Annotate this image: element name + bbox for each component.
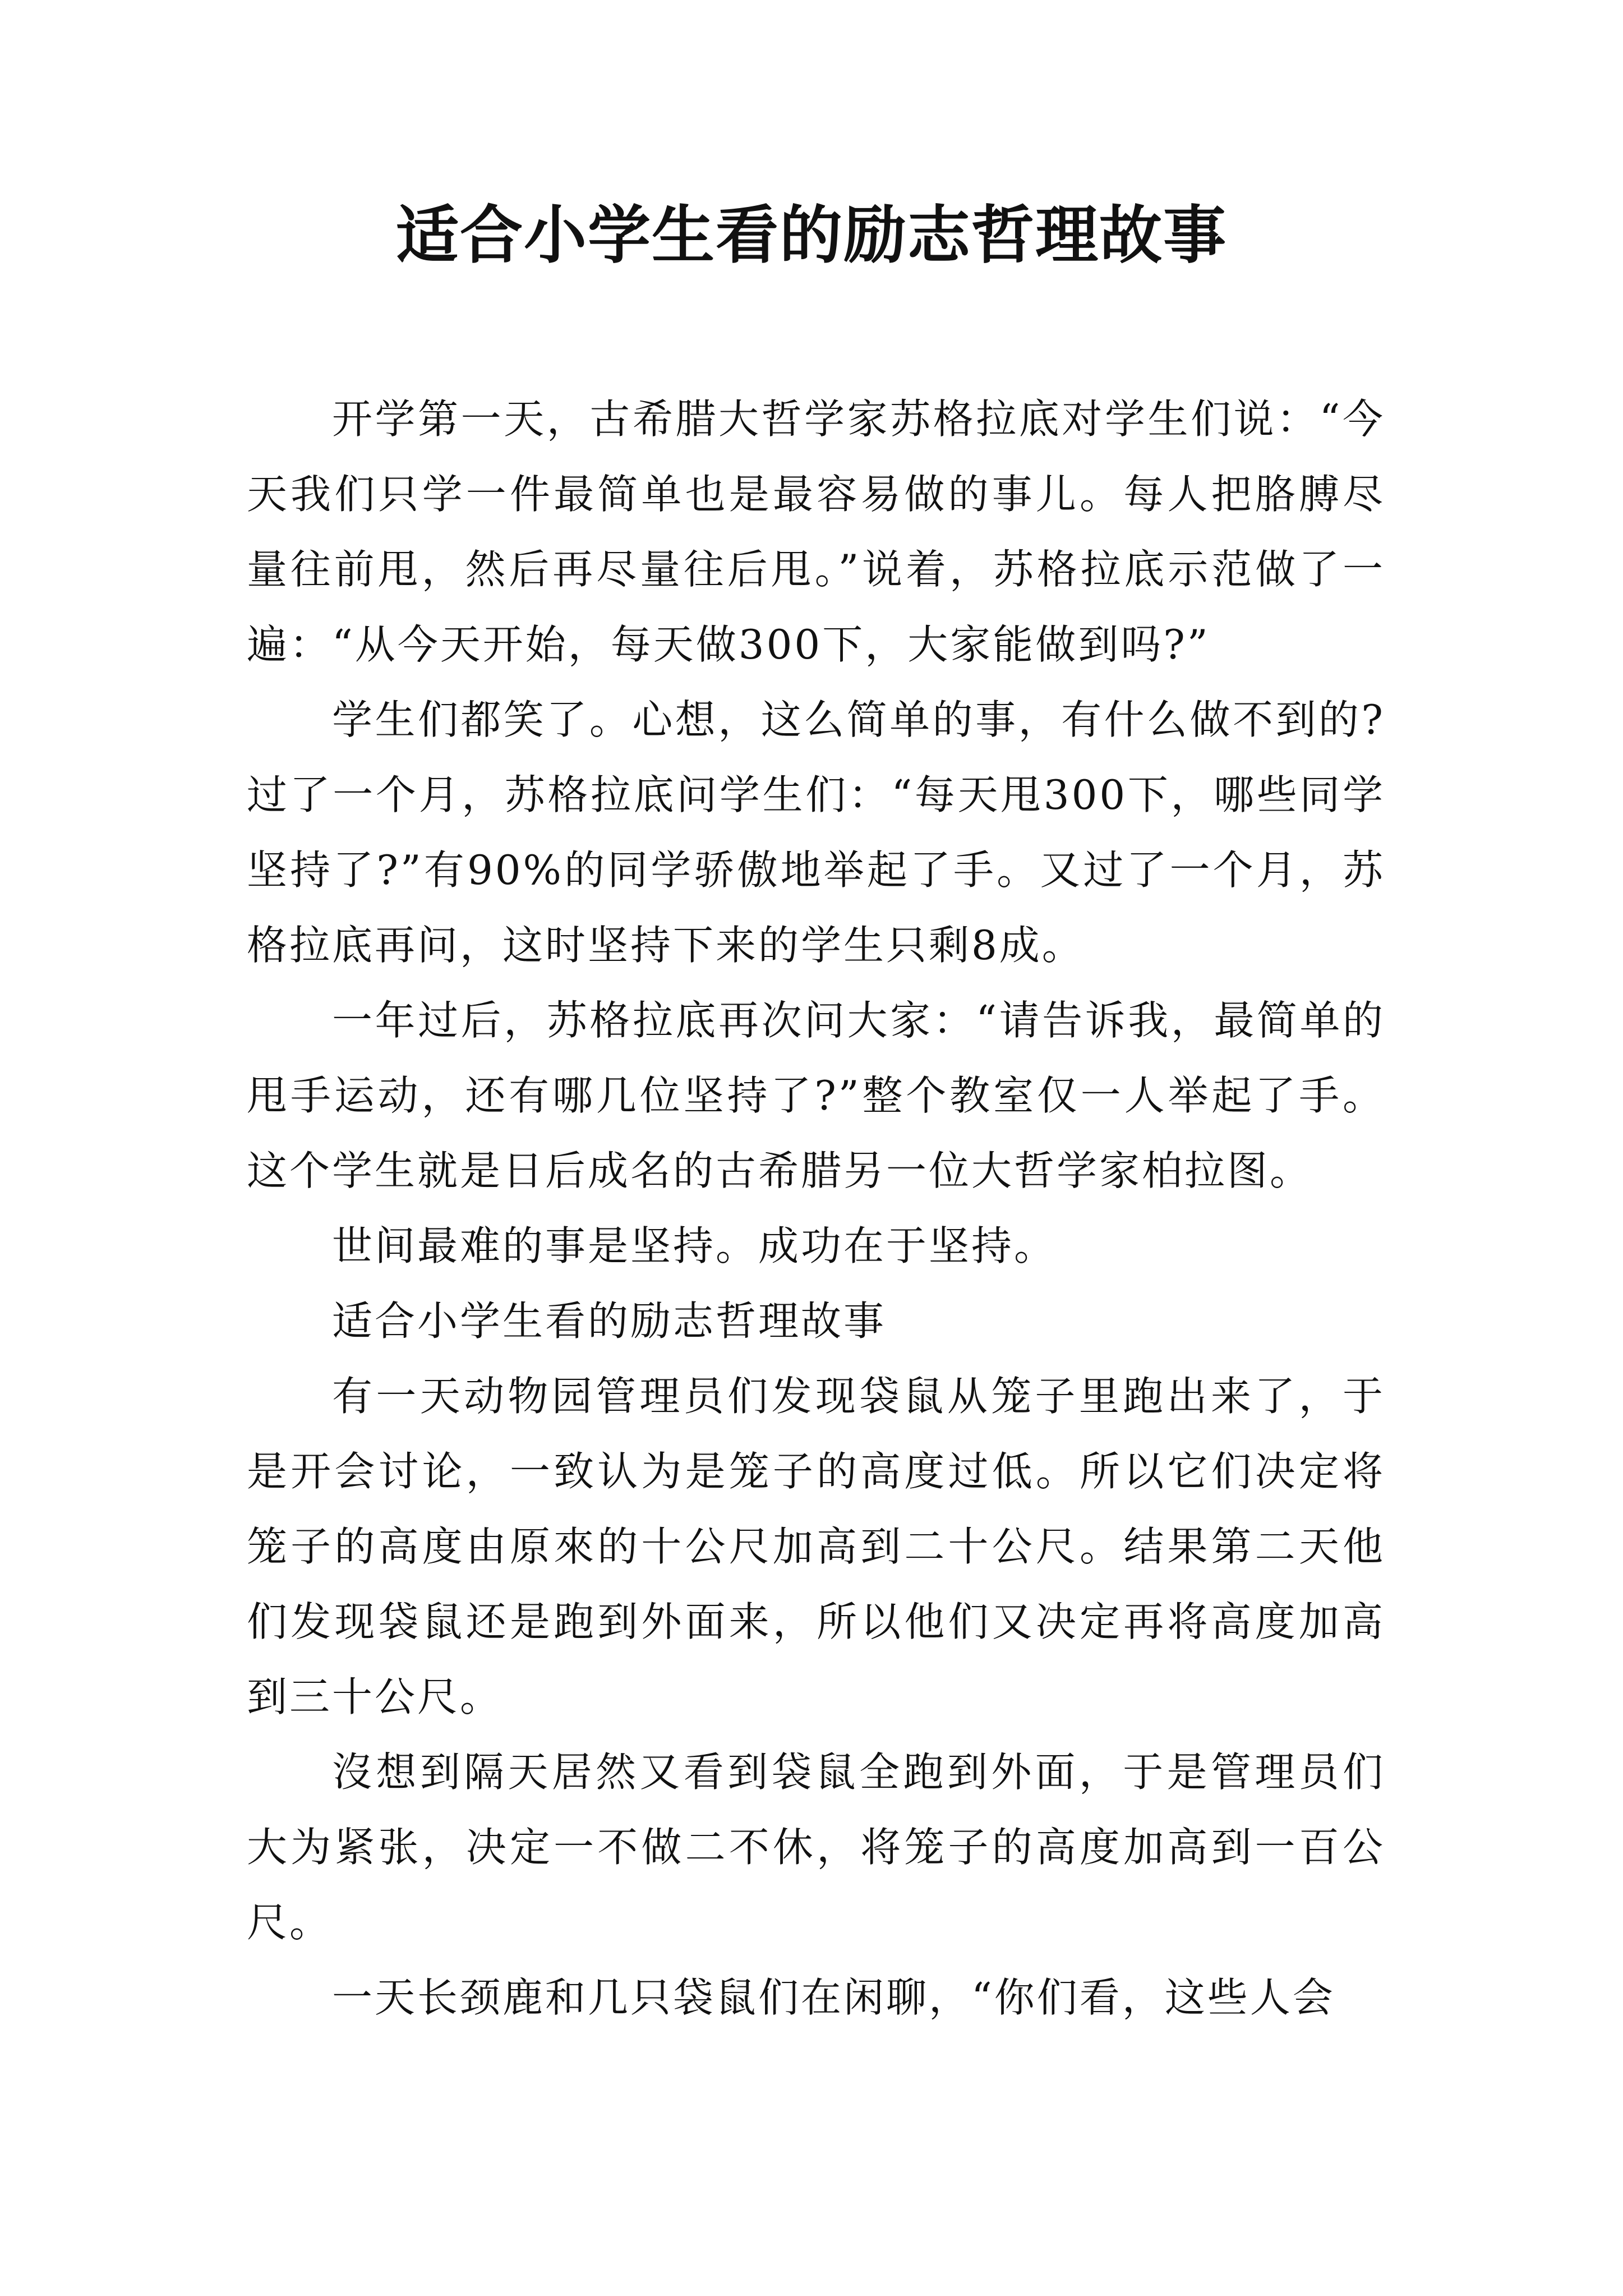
- paragraph: 开学第一天，古希腊大哲学家苏格拉底对学生们说：“今天我们只学一件最简单也是最容易做的事儿。每人把胳膊尽量往前甩，然后再尽量往后甩。”说着，苏格拉底示范做了一遍：“从今天开始，每天做300下，大家能做到吗?”: [247, 395, 1385, 668]
- section-heading: 适合小学生看的励志哲理故事: [332, 1297, 887, 1345]
- paragraph: 学生们都笑了。心想，这么简单的事，有什么做不到的?过了一个月，苏格拉底问学生们：“每天甩300下，哪些同学坚持了?”有90%的同学骄傲地举起了手。又过了一个月，苏格拉底再问，这时坚持下来的学生只剩8成。: [247, 696, 1385, 969]
- paragraph: 有一天动物园管理员们发现袋鼠从笼子里跑出来了，于是开会讨论，一致认为是笼子的高度过低。所以它们决定将笼子的高度由原來的十公尺加高到二十公尺。结果第二天他们发现袋鼠还是跑到外面来，所以他们又决定再将高度加高到三十公尺。: [247, 1373, 1385, 1720]
- paragraph: 一天长颈鹿和几只袋鼠们在闲聊，“你们看，这些人会: [332, 1974, 1335, 2021]
- document-title: 适合小学生看的励志哲理故事: [396, 199, 1227, 272]
- paragraph: 世间最难的事是坚持。成功在于坚持。: [332, 1222, 1057, 1269]
- paragraph: 沒想到隔天居然又看到袋鼠全跑到外面，于是管理员们大为紧张，决定一不做二不休，将笼子的高度加高到一百公尺。: [247, 1749, 1385, 1946]
- document-body: [247, 381, 1385, 2035]
- paragraph: 一年过后，苏格拉底再次问大家：“请告诉我，最简单的甩手运动，还有哪几位坚持了?”整个教室仅一人举起了手。这个学生就是日后成名的古希腊另一位大哲学家柏拉图。: [247, 997, 1385, 1194]
